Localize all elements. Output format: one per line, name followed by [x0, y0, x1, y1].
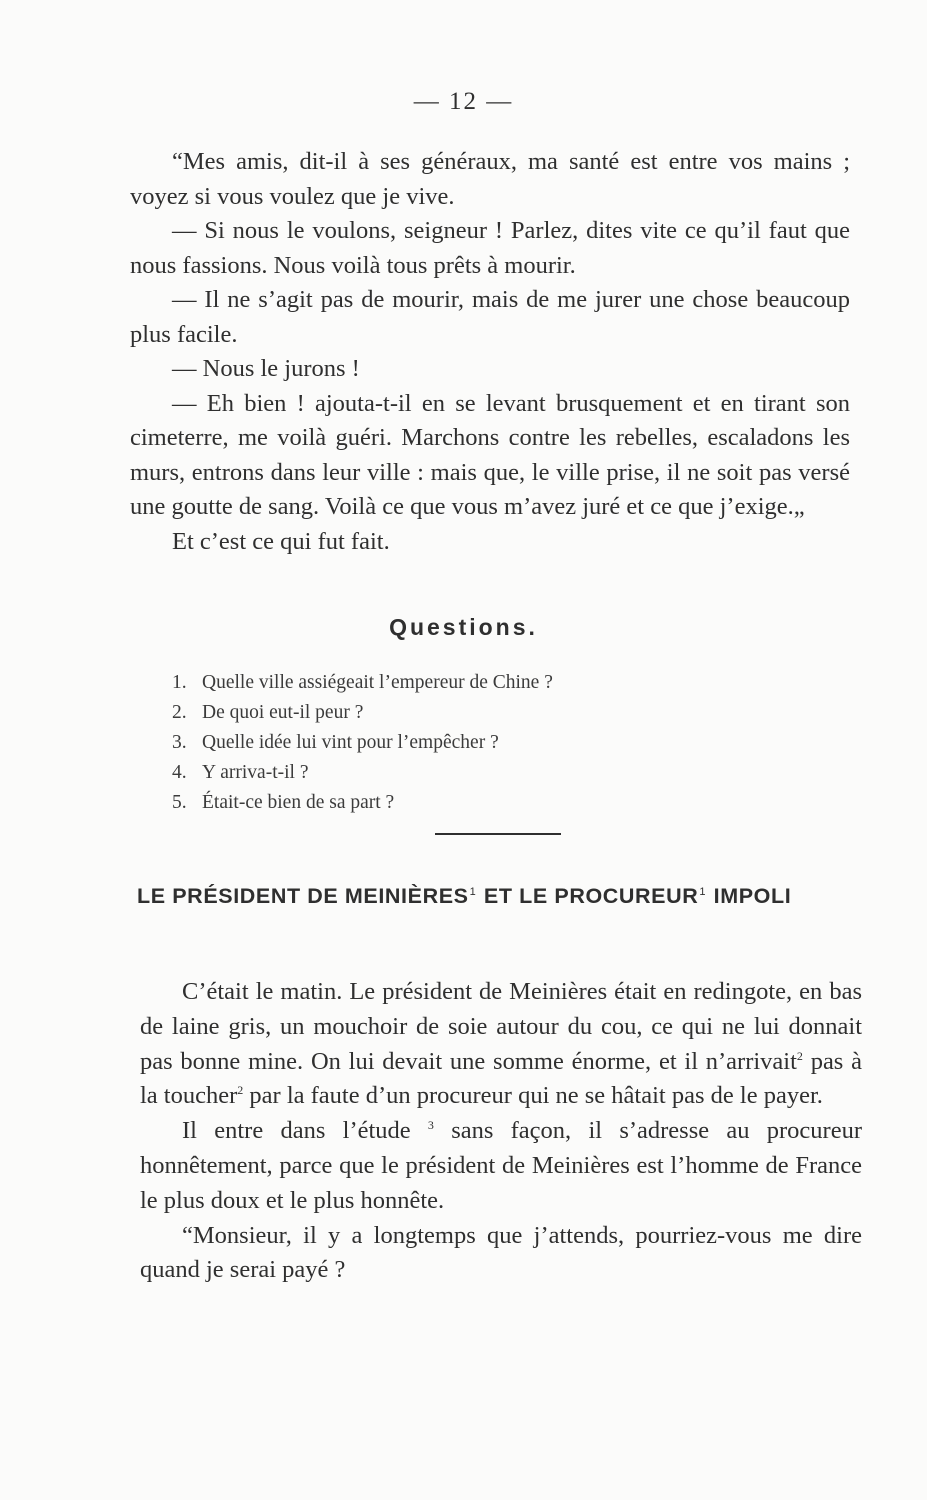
- question-number: 5.: [172, 792, 187, 813]
- question-text: Quelle ville assiégeait l’empereur de Chine ?: [202, 672, 553, 693]
- question-item: [172, 788, 732, 818]
- section-paragraph: “Monsieur, il y a longtemps que j’attends, pourriez-vous me dire quand je serai payé ?: [140, 1221, 862, 1284]
- story-paragraph: Et c’est ce qui fut fait.: [172, 527, 390, 555]
- section-divider: [435, 833, 561, 835]
- footnote-marker: 2: [796, 1048, 803, 1063]
- footnote-marker: 3: [427, 1118, 434, 1133]
- question-text: Était-ce bien de sa part ?: [202, 792, 395, 813]
- section-paragraph: [140, 1114, 862, 1218]
- question-item: [172, 698, 732, 728]
- section-paragraph: [140, 975, 862, 1114]
- question-text: Y arriva-t-il ?: [202, 762, 309, 783]
- story-paragraph: — Il ne s’agit pas de mourir, mais de me jurer une chose beaucoup plus facile.: [130, 286, 850, 348]
- page-number: — 12 —: [413, 88, 514, 115]
- question-number: 2.: [172, 702, 187, 723]
- footnote-marker: 2: [237, 1083, 244, 1098]
- question-item: [172, 668, 732, 698]
- paragraph-text: sans façon, il s’adresse au procureur honnêtement, parce que le président de Meinières est l’homme de France le plus doux et le plus honnête.: [140, 1117, 862, 1214]
- questions-list: [172, 668, 732, 818]
- story-paragraph: “Mes amis, dit-il à ses généraux, ma santé est entre vos mains ; voyez si vous voulez que je vive.: [130, 148, 850, 210]
- question-number: 4.: [172, 762, 187, 783]
- story-paragraph: — Si nous le voulons, seigneur ! Parlez, dites vite ce qu’il faut que nous fassions. Nous voilà tous prêts à mourir.: [130, 217, 850, 279]
- story-text: [130, 145, 850, 559]
- story-paragraph: — Eh bien ! ajouta-t-il en se levant brusquement et en tirant son cimeterre, me voilà guéri. Marchons contre les rebelles, escaladons les murs, entrons dans leur ville : mais que, le ville prise, il ne soit pas versé une goutte de sang. Voilà ce que vous m’avez juré et ce que j’exige.„: [130, 389, 850, 520]
- question-item: [172, 758, 732, 788]
- footnote-marker: 1: [699, 885, 707, 898]
- section-title: [137, 884, 877, 909]
- question-text: De quoi eut-il peur ?: [202, 702, 364, 723]
- paragraph-text: par la faute d’un procureur qui ne se hâtait pas de le payer.: [243, 1082, 823, 1110]
- section-text: [140, 975, 862, 1288]
- story-paragraph: — Nous le jurons !: [172, 355, 360, 382]
- question-text: Quelle idée lui vint pour l’empêcher ?: [202, 732, 499, 753]
- paragraph-text: C’était le matin. Le président de Meinières était en redingote, en bas de laine gris, un mouchoir de soie autour du cou, ce qui ne lui donnait pas bonne mine. On lui devait une somme énorme, et il n’arrivait: [140, 978, 862, 1075]
- question-number: 1.: [172, 672, 187, 693]
- paragraph-text: Il entre dans l’étude: [182, 1117, 428, 1145]
- paragraph-text: pas à la toucher: [140, 1047, 862, 1110]
- question-item: [172, 728, 732, 758]
- section-title-part: ET LE PROCUREUR: [477, 884, 699, 908]
- section-title-part: LE PRÉSIDENT DE MEINIÈRES: [137, 884, 469, 908]
- footnote-marker: 1: [469, 885, 477, 898]
- section-title-part: IMPOLI: [707, 884, 792, 908]
- questions-title: Questions.: [389, 614, 538, 640]
- question-number: 3.: [172, 732, 187, 753]
